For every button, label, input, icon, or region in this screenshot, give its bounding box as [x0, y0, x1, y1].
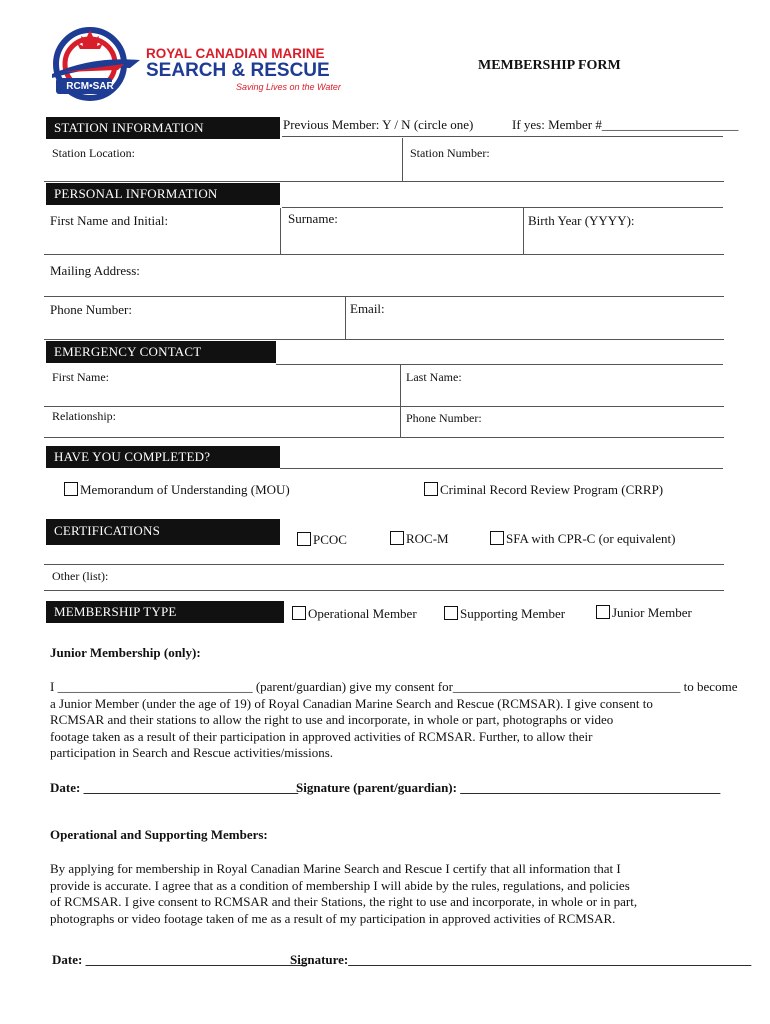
- surname-field[interactable]: [286, 228, 520, 250]
- sfa-checkbox[interactable]: [490, 531, 504, 545]
- crrp-label: Criminal Record Review Program (CRRP): [440, 482, 664, 497]
- junior-checkbox[interactable]: [596, 605, 610, 619]
- junior-label: Junior Member: [612, 605, 692, 620]
- sfa-checkbox-row[interactable]: [490, 531, 675, 547]
- operational-label: Operational Member: [308, 606, 417, 621]
- emergency-last-name-label: Last Name:: [406, 370, 462, 384]
- operational-date-field[interactable]: Date: __________________________________: [52, 952, 307, 967]
- sfa-label: SFA with CPR-C (or equivalent): [506, 531, 676, 546]
- supporting-checkbox-row[interactable]: [444, 606, 565, 622]
- junior-line-2: a Junior Member (under the age of 19) of Royal Canadian Marine Search and Rescue (RCMSAR). I give consent to: [50, 695, 653, 711]
- junior-membership-title: Junior Membership (only):: [50, 645, 201, 660]
- mou-checkbox-row[interactable]: [64, 482, 290, 498]
- relationship-field[interactable]: [130, 408, 398, 436]
- first-name-field[interactable]: [48, 230, 278, 250]
- operational-consent-text: [50, 861, 730, 927]
- mou-checkbox[interactable]: [64, 482, 78, 496]
- previous-member-label: Previous Member: Y / N (circle one): [283, 117, 474, 132]
- logo-tagline: Saving Lives on the Water: [236, 82, 341, 92]
- operational-line-1: By applying for membership in Royal Canadian Marine Search and Rescue I certify that all information that I: [50, 861, 621, 876]
- crrp-checkbox[interactable]: [424, 482, 438, 496]
- emergency-last-name-field[interactable]: [470, 366, 722, 404]
- surname-label: Surname:: [288, 211, 338, 226]
- supporting-checkbox[interactable]: [444, 606, 458, 620]
- junior-line-4: footage taken as a result of their participation in approved activities of RCMSAR. Further, to allow their: [50, 728, 593, 744]
- station-location-field[interactable]: [150, 140, 400, 180]
- other-certifications-label: Other (list):: [52, 569, 109, 583]
- rocm-label: ROC-M: [406, 531, 449, 546]
- mailing-address-label: Mailing Address:: [50, 263, 140, 278]
- operational-signature-field[interactable]: Signature:______________________________________________________________: [290, 952, 752, 967]
- birth-year-field[interactable]: [640, 210, 722, 250]
- junior-checkbox-row[interactable]: [596, 605, 692, 621]
- first-name-label: First Name and Initial:: [50, 213, 169, 228]
- emergency-phone-label: Phone Number:: [406, 411, 482, 425]
- operational-line-2: provide is accurate. I agree that as a condition of membership I will abide by the rules, regulations, and policies: [50, 877, 630, 893]
- pcoc-label: PCOC: [313, 532, 347, 547]
- pcoc-checkbox[interactable]: [297, 532, 311, 546]
- operational-checkbox-row[interactable]: [292, 606, 417, 622]
- rocm-checkbox[interactable]: [390, 531, 404, 545]
- mou-label: Memorandum of Understanding (MOU): [80, 482, 290, 497]
- form-title: MEMBERSHIP FORM: [478, 58, 621, 73]
- logo-org-line1: ROYAL CANADIAN MARINE: [146, 46, 325, 61]
- emergency-first-name-label: First Name:: [52, 370, 109, 384]
- junior-signature-field[interactable]: Signature (parent/guardian): ________________________________________: [296, 780, 721, 795]
- operational-line-3: of RCMSAR. I give consent to RCMSAR and their Stations, the right to use and incorporate, in whole or in part,: [50, 894, 638, 909]
- emergency-first-name-field[interactable]: [120, 366, 398, 404]
- completed-header: HAVE YOU COMPLETED?: [46, 446, 280, 468]
- birth-year-label: Birth Year (YYYY):: [528, 213, 635, 228]
- emergency-phone-field[interactable]: [495, 408, 722, 436]
- operational-supporting-title: Operational and Supporting Members:: [50, 827, 268, 842]
- phone-number-label: Phone Number:: [50, 302, 132, 317]
- junior-consent-text: [50, 679, 738, 762]
- email-field[interactable]: [390, 298, 722, 336]
- email-label: Email:: [350, 301, 385, 316]
- phone-number-field[interactable]: [145, 298, 343, 336]
- station-number-field[interactable]: [505, 140, 723, 180]
- emergency-contact-header: EMERGENCY CONTACT: [46, 341, 276, 363]
- member-number-field[interactable]: If yes: Member #_____________________: [512, 117, 739, 132]
- membership-type-header: MEMBERSHIP TYPE: [46, 601, 284, 623]
- personal-info-header: PERSONAL INFORMATION: [46, 183, 280, 205]
- other-certifications-field[interactable]: [125, 566, 722, 588]
- pcoc-checkbox-row[interactable]: [297, 532, 347, 548]
- supporting-label: Supporting Member: [460, 606, 566, 621]
- station-number-label: Station Number:: [410, 146, 490, 160]
- certifications-header: CERTIFICATIONS: [46, 519, 280, 545]
- logo: [44, 22, 344, 102]
- junior-line-1[interactable]: I ______________________________ (parent/guardian) give my consent for___________________________________ to become: [50, 679, 738, 694]
- station-info-header: STATION INFORMATION: [46, 117, 280, 139]
- rocm-checkbox-row[interactable]: [390, 531, 449, 547]
- logo-org-line2: SEARCH & RESCUE: [146, 60, 330, 81]
- crrp-checkbox-row[interactable]: [424, 482, 663, 498]
- junior-line-3: RCMSAR and their stations to allow the right to use and incorporate, in whole or part, photographs or video: [50, 712, 614, 727]
- junior-date-field[interactable]: Date: _________________________________: [50, 780, 299, 795]
- relationship-label: Relationship:: [52, 409, 116, 423]
- station-location-label: Station Location:: [52, 146, 135, 160]
- mailing-address-field[interactable]: [150, 258, 722, 294]
- logo-badge: RCM•SAR: [66, 81, 114, 92]
- junior-line-5: participation in Search and Rescue activities/missions.: [50, 745, 334, 760]
- operational-line-4: photographs or video footage taken of me as a result of my participation in approved activities of RCMSAR.: [50, 910, 616, 926]
- operational-checkbox[interactable]: [292, 606, 306, 620]
